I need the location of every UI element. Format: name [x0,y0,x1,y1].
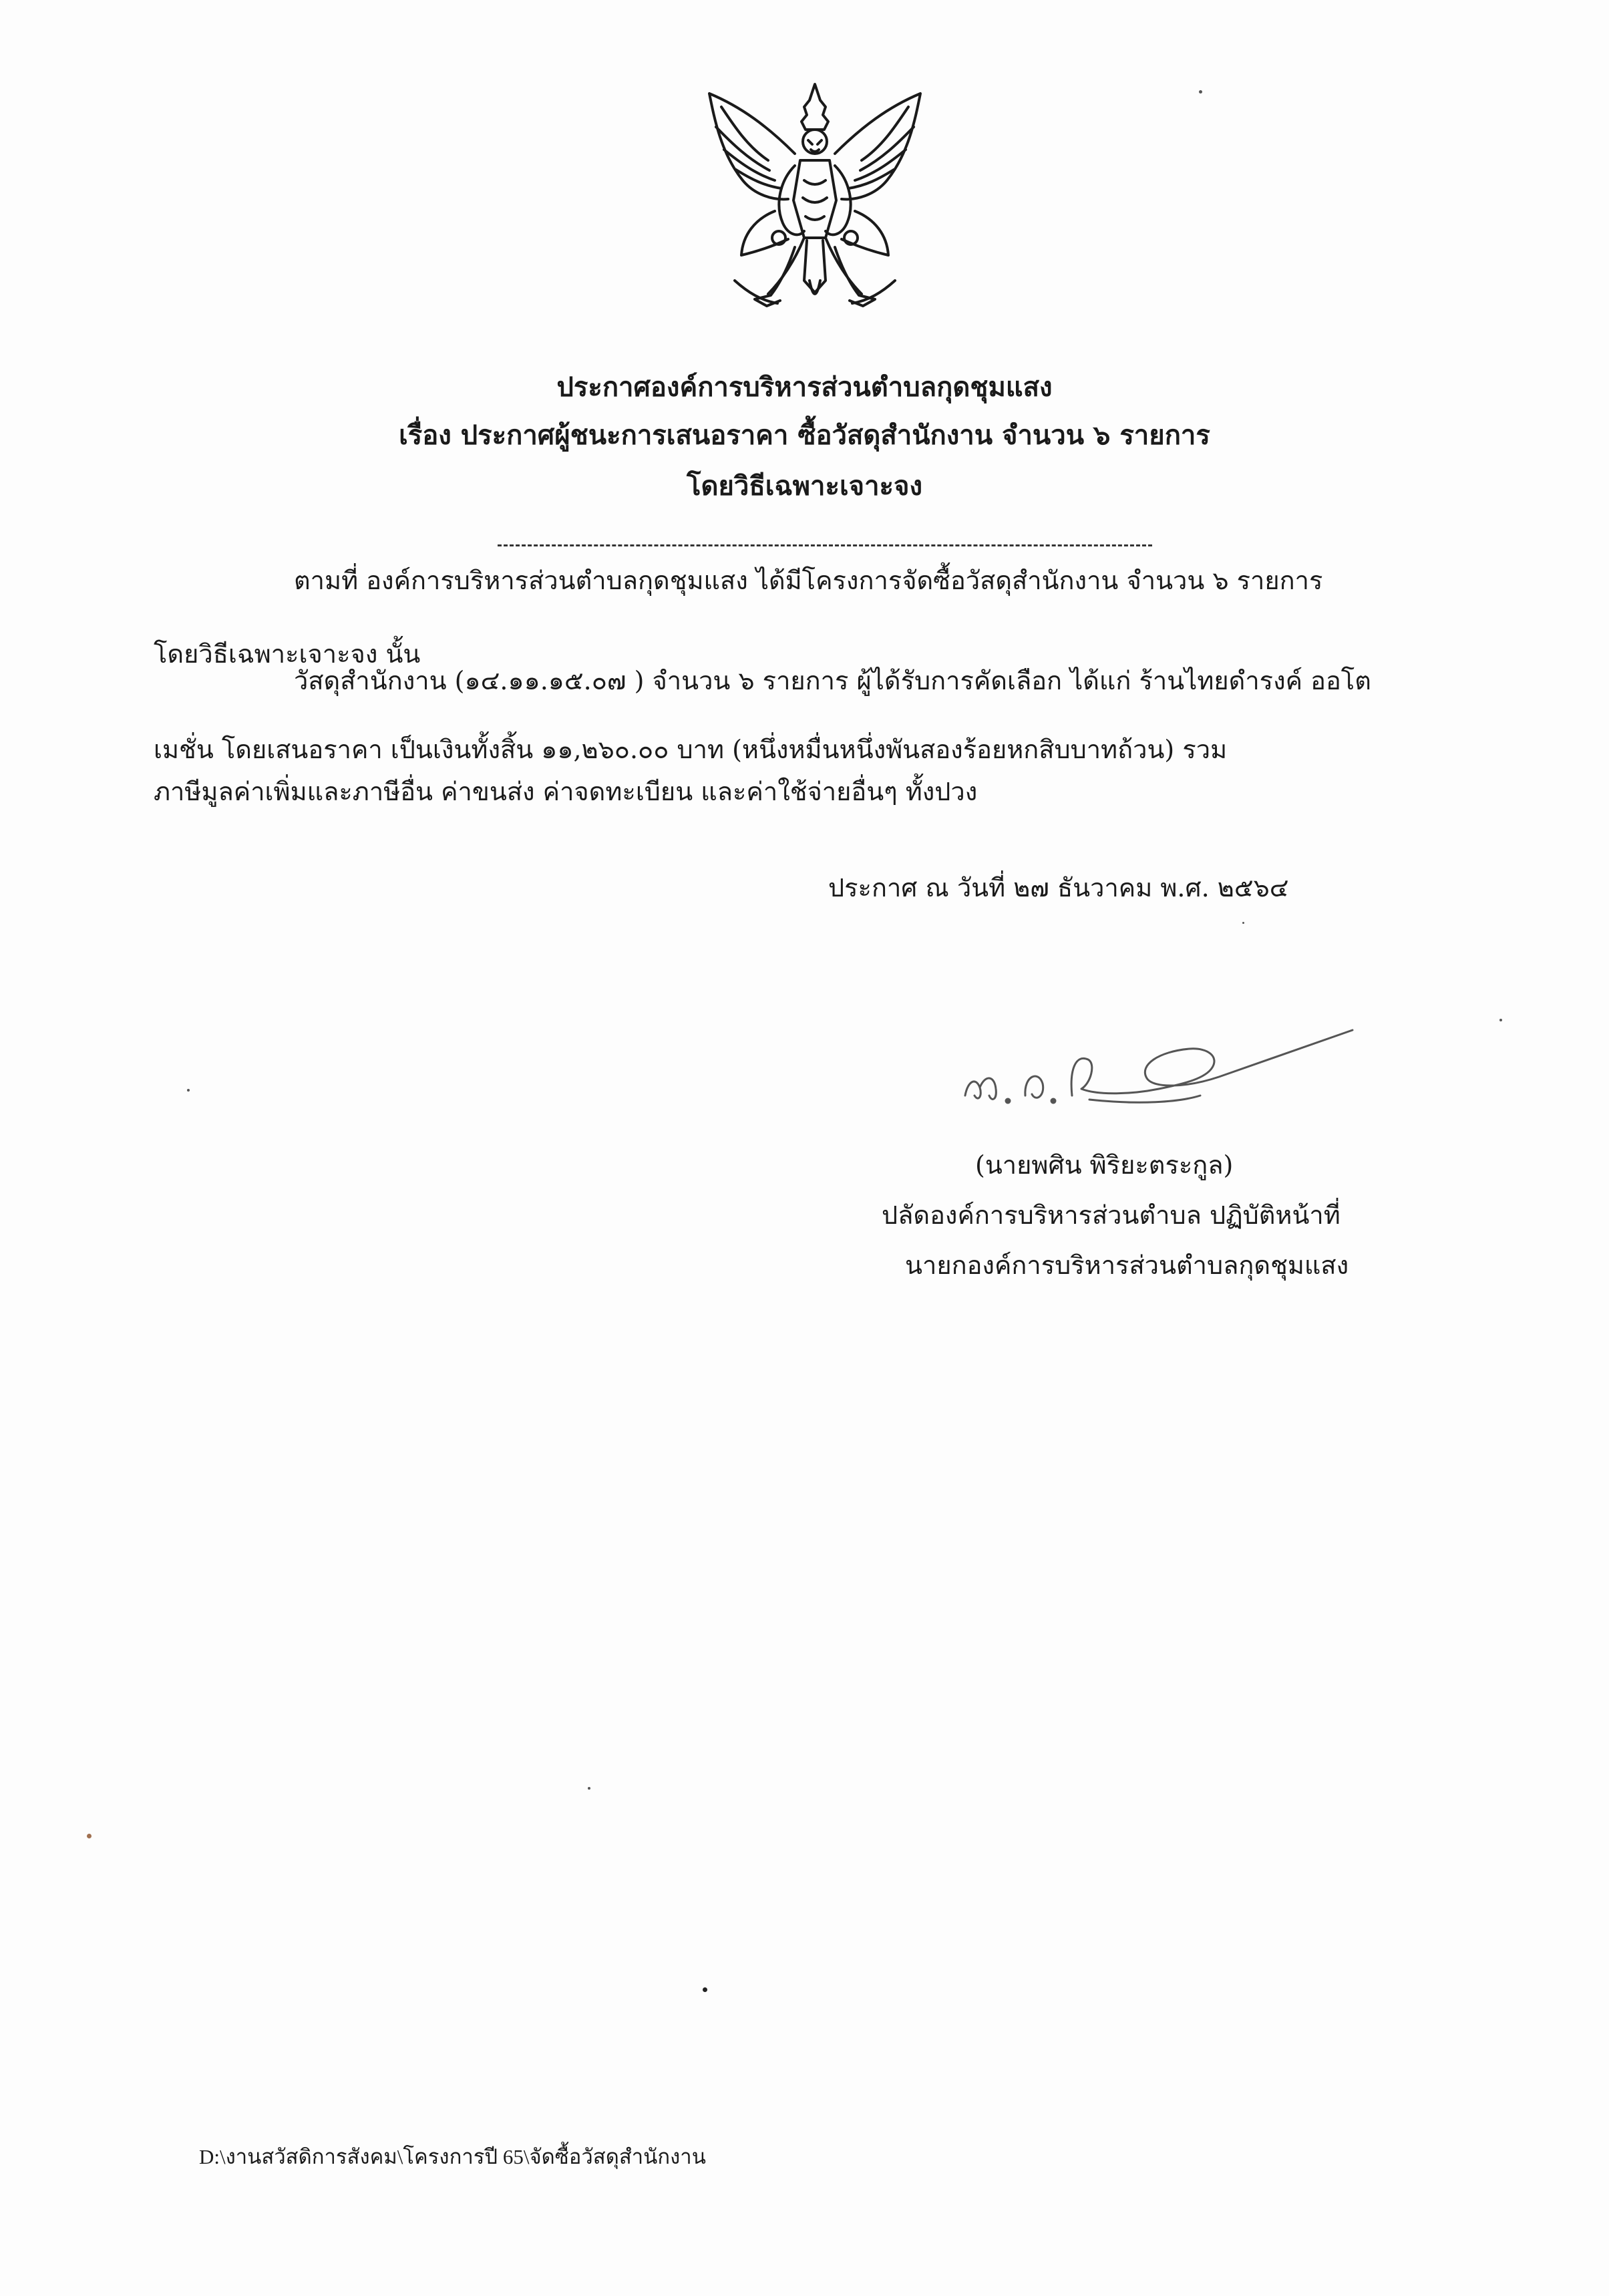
paragraph-1-line-1: ตามที่ องค์การบริหารส่วนตำบลกุดชุมแสง ได้มีโครงการจัดซื้อวัสดุสำนักงาน จำนวน ๖ รายการ [294,566,1323,595]
garuda-emblem-icon [695,80,935,327]
signer-name: (นายพศิน พิริยะตระกูล) [975,1150,1234,1180]
paragraph-2-line-3: ภาษีมูลค่าเพิ่มและภาษีอื่น ค่าขนส่ง ค่าจดทะเบียน และค่าใช้จ่ายอื่นๆ ทั้งปวง [154,777,978,806]
scan-speck [1199,90,1202,94]
scan-speck [588,1787,590,1790]
paragraph-1-line-2: โดยวิธีเฉพาะเจาะจง นั้น [154,639,421,669]
paragraph-2-line-2: เมชั่น โดยเสนอราคา เป็นเงินทั้งสิ้น ๑๑,๒๖๐.๐๐ บาท (หนึ่งหมื่นหนึ่งพันสองร้อยหกสิบบาทถ้วน) รวม [154,735,1228,764]
handwritten-signature [938,995,1393,1129]
scan-speck [703,1987,707,1992]
scan-speck [87,1834,92,1838]
scan-speck [1499,1019,1502,1021]
heading-subject: เรื่อง ประกาศผู้ชนะการเสนอราคา ซื้อวัสดุสำนักงาน จำนวน ๖ รายการ [399,420,1210,451]
heading-organization: ประกาศองค์การบริหารส่วนตำบลกุดชุมแสง [556,371,1053,403]
announcement-date: ประกาศ ณ วันที่ ๒๗ ธันวาคม พ.ศ. ๒๕๖๔ [828,873,1289,903]
file-path-footer: D:\งานสวัสดิการสังคม\โครงการปี 65\จัดซื้อวัสดุสำนักงาน [199,2145,706,2168]
paragraph-2-line-1-visible: วัสดุสำนักงาน (๑๔.๑๑.๑๕.๐๗ ) จำนวน ๖ รายการ ผู้ได้รับการคัดเลือก ได้แก่ ร้านไทยดำรงค์ ออโต [294,666,1371,695]
scan-speck [1242,922,1244,924]
heading-method: โดยวิธีเฉพาะเจาะจง [686,470,923,502]
signer-position-1: ปลัดองค์การบริหารส่วนตำบล ปฏิบัติหน้าที่ [882,1200,1340,1230]
heading-divider [498,544,1152,546]
scan-speck [187,1089,190,1092]
signer-position-2: นายกองค์การบริหารส่วนตำบลกุดชุมแสง [905,1251,1349,1280]
